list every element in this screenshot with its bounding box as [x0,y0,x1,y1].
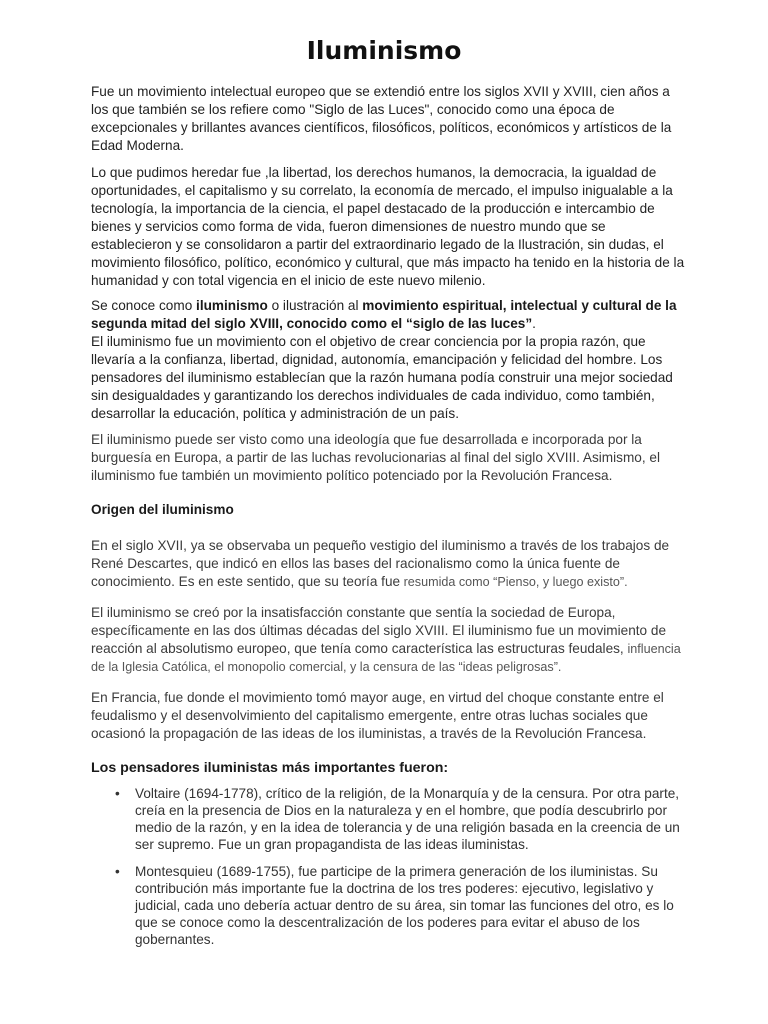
bullet-icon: • [115,864,120,879]
list-item-text: Montesquieu (1689-1755), fue participe de la primera generación de los iluministas. Su contribución más importante fue la doctrina de los tres poderes: ejecutivo, legislativo y judicial, cada uno debería actuar dentro de su área, sin tomar las funciones del otro, es lo que se conoce como la descentralización de los poderes para evitar el abuso de los gobernantes. [135,864,674,947]
definition-bold-2: movimiento espiritual, intelectual y cultural de la segunda mitad del siglo XVIII, conocido como el “siglo de las luces” [91,298,677,331]
heading-pensadores: Los pensadores iluministas más importantes fueron: [91,760,449,776]
list-item-voltaire [91,785,691,853]
cause-text: El iluminismo se creó por la insatisfacción constante que sentía la sociedad de Europa, específicamente en las dos últimas décadas del siglo XVIII. El iluminismo fue un movimiento de reacción al absolutismo europeo, que tenía como característica las estructuras feudales, [91,605,666,656]
origin-text: En el siglo XVII, ya se observaba un pequeño vestigio del iluminismo a través de los trabajos de René Descartes, que indicó en ellos las bases del racionalismo como la única fuente de conocimiento. Es en este sentido, que su teoría fue [91,538,670,589]
paragraph-ideology: El iluminismo puede ser visto como una ideología que fue desarrollada e incorporada por la burguesía en Europa, a partir de las luchas revolucionarias al final del siglo XVIII. Asimismo, el iluminismo fue también un movimiento político potenciado por la Revolución Francesa. [91,432,660,483]
definition-bold-1: iluminismo [196,298,268,313]
cause-list: influencia de la Iglesia Católica, el monopolio comercial, y la censura de las “ideas peligrosas”. [91,642,681,674]
paragraph-intro: Fue un movimiento intelectual europeo que se extendió entre los siglos XVII y XVIII, cien años a los que también se los refiere como "Siglo de las Luces", conocido como una época de excepcionales y brillantes avances científicos, filosóficos, políticos, económicos y artísticos de la Edad Moderna. [91,84,672,153]
heading-origen: Origen del iluminismo [91,502,234,517]
thinkers-list [91,785,691,948]
definition-text-1: Se conoce como [91,298,197,313]
paragraph-francia: En Francia, fue donde el movimiento tomó mayor auge, en virtud del choque constante entre el feudalismo y el desenvolvimiento del capitalismo emergente, entre otras luchas sociales que ocasionó la propagación de las ideas de los iluministas, a través de la Revolución Francesa. [91,690,664,741]
paragraph-legacy: Lo que pudimos heredar fue ,la libertad, los derechos humanos, la democracia, la igualdad de oportunidades, el capitalismo y su correlato, la economía de mercado, el impulso inigualable a la tecnología, la importancia de la ciencia, el papel destacado de la producción e intercambio de bienes y servicios como forma de vida, fueron dimensiones de nuestro mundo que se establecieron y se consolidaron a partir del extraordinario legado de la Ilustración, sin dudas, el movimiento filosófico, político, económico y cultural, que más impacto ha tenido en la historia de la humanidad y con total vigencia en el inicio de este nuevo milenio. [91,165,685,288]
bullet-icon: • [115,786,120,801]
list-item-montesquieu [91,863,691,948]
definition-text-2: o ilustración al [267,298,363,313]
list-item-text: Voltaire (1694-1778), crítico de la religión, de la Monarquía y de la censura. Por otra parte, creía en la presencia de Dios en la naturaleza y en el hombre, que podía descubrirlo por medio de la razón, y en la idea de tolerancia y de una religión basada en la creencia de un ser supremo. Fue un gran propagandista de las ideas iluministas. [135,786,680,852]
origin-quote: resumida como “Pienso, y luego existo”. [400,575,628,589]
definition-text-4: El iluminismo fue un movimiento con el objetivo de crear conciencia por la propia razón, que llevaría a la confianza, libertad, dignidad, autonomía, emancipación y felicidad del hombre. Los pensadores del iluminismo establecían que la razón humana podía construir una mejor sociedad sin desigualdades y garantizando los derechos individuales de cada individuo, como también, desarrollar la educación, política y administración de un país. [91,334,673,421]
paragraph-origin [91,537,687,591]
paragraph-definition [91,297,687,423]
paragraph-cause [91,604,687,676]
definition-text-3: . [532,316,536,331]
document-title: Iluminismo [306,36,462,65]
